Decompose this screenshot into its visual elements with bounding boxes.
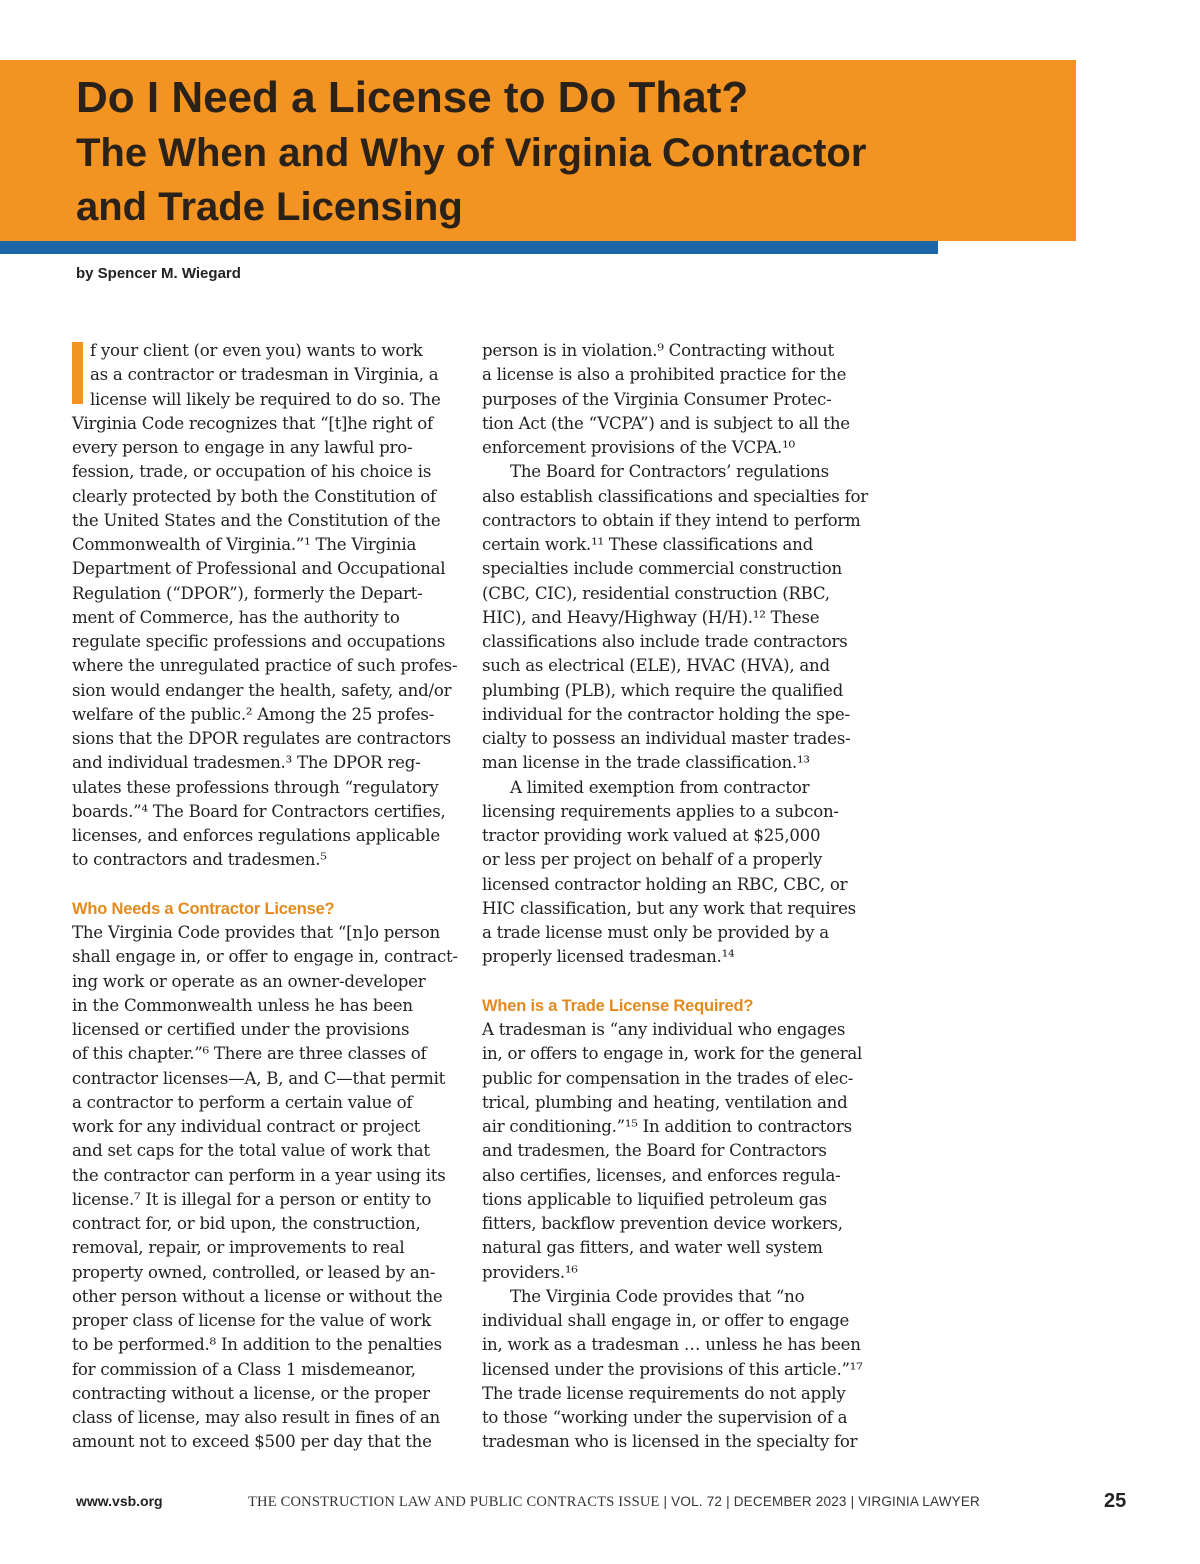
text-line: HIC), and Heavy/Highway (H/H).¹² These — [482, 607, 820, 627]
text-line: removal, repair, or improvements to real — [72, 1238, 405, 1258]
paragraph-continued — [482, 339, 860, 460]
subhead-trade-license: When is a Trade License Required? — [482, 996, 754, 1015]
text-line: a contractor to perform a certain value of — [72, 1092, 413, 1112]
text-line: fession, trade, or occupation of his choice is — [72, 462, 432, 482]
text-line: in, work as a tradesman … unless he has been — [482, 1335, 861, 1355]
footer-issue-info — [248, 1494, 980, 1511]
article-subtitle — [76, 126, 866, 234]
footer-issue-details: | VOL. 72 | DECEMBER 2023 | VIRGINIA LAWYER — [659, 1494, 981, 1509]
text-line: person is in violation.⁹ Contracting without — [482, 341, 834, 360]
text-line: public for compensation in the trades of elec- — [482, 1068, 854, 1088]
text-line: boards.”⁴ The Board for Contractors certifies, — [72, 801, 446, 821]
text-line: licenses, and enforces regulations applicable — [72, 826, 440, 845]
text-line: air conditioning.”¹⁵ In addition to contractors — [482, 1117, 852, 1136]
title-banner-stripe — [0, 241, 938, 254]
text-line: properly licensed tradesman.¹⁴ — [482, 947, 735, 967]
text-line: license.⁷ It is illegal for a person or entity to — [72, 1189, 432, 1209]
text-line: the contractor can perform in a year using its — [72, 1165, 446, 1185]
text-line: tions applicable to liquified petroleum gas — [482, 1189, 827, 1209]
text-line: tractor providing work valued at $25,000 — [482, 826, 821, 845]
text-line: licensing requirements applies to a subcon- — [482, 801, 839, 821]
text-line: class of license, may also result in fines of an — [72, 1408, 440, 1427]
exemption-paragraph — [482, 776, 860, 970]
text-line: a trade license must only be provided by a — [482, 923, 829, 942]
text-line: A tradesman is “any individual who engages — [482, 1020, 846, 1039]
classifications-paragraph — [482, 460, 868, 775]
text-line: natural gas fitters, and water well system — [482, 1238, 823, 1258]
text-line: to contractors and tradesmen.⁵ — [72, 850, 327, 870]
text-line: A limited exemption from contractor — [510, 777, 810, 797]
text-line: The Board for Contractors’ regulations — [510, 462, 829, 482]
text-line: where the unregulated practice of such profes- — [72, 656, 458, 676]
text-line: Department of Professional and Occupational — [72, 559, 446, 579]
text-line: also establish classifications and specialties for — [482, 486, 868, 506]
footer-website-url: www.vsb.org — [76, 1493, 163, 1509]
text-line: in, or offers to engage in, work for the general — [482, 1044, 863, 1064]
contractor-license-paragraph — [72, 921, 458, 1455]
text-line: amount not to exceed $500 per day that the — [72, 1432, 432, 1452]
intro-paragraph — [72, 339, 458, 873]
text-line: classifications also include trade contractors — [482, 632, 848, 651]
text-line: licensed under the provisions of this article.”¹⁷ — [482, 1359, 863, 1379]
column-2 — [482, 339, 868, 1455]
text-line: and individual tradesmen.³ The DPOR reg- — [72, 753, 421, 773]
text-line: individual for the contractor holding the spe- — [482, 704, 850, 724]
text-line: contractors to obtain if they intend to perform — [482, 510, 861, 530]
trade-license-paragraph — [482, 1285, 863, 1455]
footer-issue-title: THE CONSTRUCTION LAW AND PUBLIC CONTRACTS ISSUE — [248, 1494, 660, 1510]
text-line: Commonwealth of Virginia.”¹ The Virginia — [72, 535, 417, 554]
text-line: purposes of the Virginia Consumer Protec- — [482, 389, 832, 409]
text-line: a license is also a prohibited practice for the — [482, 365, 847, 385]
text-line: work for any individual contract or project — [72, 1117, 421, 1136]
text-line: certain work.¹¹ These classifications and — [482, 535, 813, 554]
text-line: sions that the DPOR regulates are contractors — [72, 729, 451, 748]
subtitle-line-2: and Trade Licensing — [76, 185, 463, 229]
text-line: fitters, backflow prevention device workers, — [482, 1214, 843, 1233]
text-line: cialty to possess an individual master trades- — [482, 729, 851, 748]
text-line: Virginia Code recognizes that “[t]he right of — [72, 413, 433, 433]
text-line: licensed or certified under the provisions — [72, 1020, 410, 1039]
text-line: also certifies, licenses, and enforces regula- — [482, 1165, 841, 1185]
text-line: HIC classification, but any work that requires — [482, 898, 856, 918]
text-line: as a contractor or tradesman in Virginia, a — [90, 365, 439, 385]
text-line: for commission of a Class 1 misdemeanor, — [72, 1359, 416, 1379]
subhead-contractor-license: Who Needs a Contractor License? — [72, 899, 335, 918]
text-line: of this chapter.”⁶ There are three classes of — [72, 1044, 427, 1064]
text-line: plumbing (PLB), which require the qualified — [482, 680, 843, 700]
text-line: to be performed.⁸ In addition to the penalties — [72, 1335, 442, 1355]
column-1 — [72, 339, 458, 1455]
text-line: and set caps for the total value of work that — [72, 1141, 430, 1161]
text-line: The trade license requirements do not apply — [482, 1383, 846, 1403]
text-line: shall engage in, or offer to engage in, contract- — [72, 947, 458, 967]
text-line: every person to engage in any lawful pro- — [72, 438, 413, 457]
text-line: ment of Commerce, has the authority to — [72, 607, 400, 627]
text-line: other person without a license or without the — [72, 1286, 443, 1306]
text-line: f your client (or even you) wants to work — [90, 341, 423, 360]
tradesman-definition-paragraph — [482, 1018, 863, 1285]
text-line: sion would endanger the health, safety, and/or — [72, 680, 452, 700]
byline: by Spencer M. Wiegard — [76, 265, 241, 282]
text-line: ing work or operate as an owner-developer — [72, 971, 426, 991]
text-line: to those “working under the supervision of a — [482, 1408, 848, 1427]
text-line: proper class of license for the value of work — [72, 1311, 431, 1330]
text-line: man license in the trade classification.¹³ — [482, 753, 810, 773]
text-line: Regulation (“DPOR”), formerly the Depart- — [72, 583, 423, 603]
text-line: property owned, controlled, or leased by an- — [72, 1262, 436, 1282]
text-line: individual shall engage in, or offer to engage — [482, 1311, 850, 1330]
article-title: Do I Need a License to Do That? — [76, 73, 749, 122]
text-line: contractor licenses—A, B, and C—that permit — [72, 1068, 446, 1088]
text-line: trical, plumbing and heating, ventilation and — [482, 1092, 848, 1112]
text-line: licensed contractor holding an RBC, CBC, or — [482, 874, 848, 894]
text-line: ulates these professions through “regulatory — [72, 777, 439, 797]
text-line: such as electrical (ELE), HVAC (HVA), and — [482, 656, 830, 676]
text-line: enforcement provisions of the VCPA.¹⁰ — [482, 438, 795, 457]
text-line: contract for, or bid upon, the construction, — [72, 1214, 421, 1233]
text-line: (CBC, CIC), residential construction (RBC, — [482, 583, 830, 603]
text-line: welfare of the public.² Among the 25 profes- — [72, 704, 435, 724]
text-line: The Virginia Code provides that “[n]o person — [72, 923, 440, 942]
subtitle-line-1: The When and Why of Virginia Contractor — [76, 131, 867, 175]
page-number: 25 — [1104, 1490, 1127, 1512]
text-line: tradesman who is licensed in the specialty for — [482, 1432, 858, 1452]
text-line: in the Commonwealth unless he has been — [72, 995, 413, 1015]
text-line: contracting without a license, or the proper — [72, 1383, 430, 1403]
text-line: and tradesmen, the Board for Contractors — [482, 1141, 827, 1161]
text-line: clearly protected by both the Constitution of — [72, 486, 436, 506]
text-line: The Virginia Code provides that “no — [510, 1286, 805, 1306]
text-line: or less per project on behalf of a properly — [482, 850, 823, 870]
text-line: the United States and the Constitution of the — [72, 510, 441, 530]
text-line: license will likely be required to do so. The — [90, 389, 441, 409]
text-line: providers.¹⁶ — [482, 1262, 578, 1282]
text-line: regulate specific professions and occupations — [72, 632, 446, 651]
text-line: specialties include commercial construction — [482, 559, 842, 579]
text-line: tion Act (the “VCPA”) and is subject to all the — [482, 413, 850, 433]
